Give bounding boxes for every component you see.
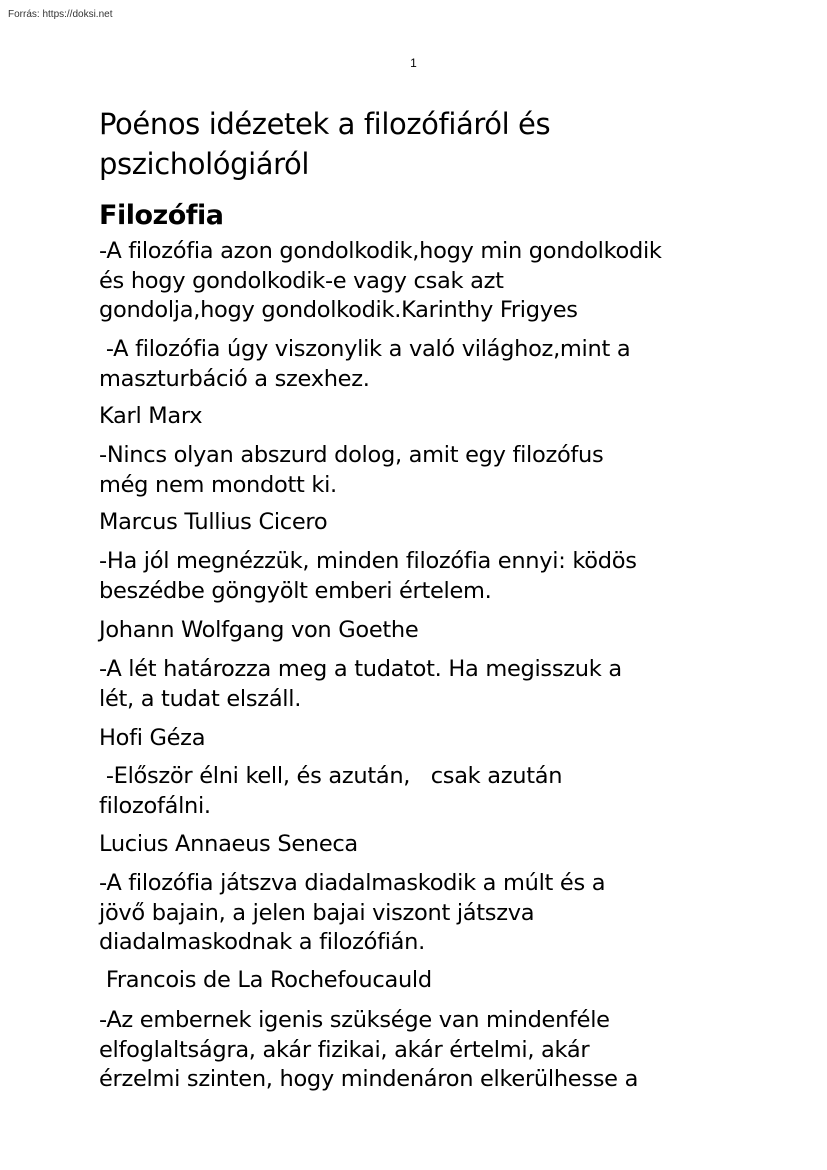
source-label: Forrás: https://doksi.net [8, 9, 113, 20]
quote-text: -Ha jól megnézzük, minden filozófia ennyi: ködös beszédbe göngyölt emberi értelem. [99, 548, 637, 604]
quote-text: -A lét határozza meg a tudatot. Ha megisszuk a lét, a tudat elszáll. [99, 656, 622, 712]
quote-author: Lucius Annaeus Seneca [99, 831, 358, 857]
quote-author: Hofi Géza [99, 725, 206, 751]
quote-author: Johann Wolfgang von Goethe [99, 617, 419, 643]
quote-text: -Először élni kell, és azután, csak azután filozofálni. [99, 763, 563, 819]
quote-author: Marcus Tullius Cicero [99, 509, 328, 535]
quote-text: -A filozófia azon gondolkodik,hogy min gondolkodik és hogy gondolkodik-e vagy csak azt gondolja,hogy gondolkodik.Karinthy Frigyes [99, 238, 662, 323]
quote-text: -Nincs olyan abszurd dolog, amit egy filozófus még nem mondott ki. [99, 442, 604, 498]
quote-author: Francois de La Rochefoucauld [99, 967, 432, 993]
quote-text: -A filozófia játszva diadalmaskodik a múlt és a jövő bajain, a jelen bajai viszont játszva diadalmaskodnak a filozófián. [99, 870, 606, 955]
section-heading: Filozófia [99, 200, 224, 231]
document-title: Poénos idézetek a filozófiáról és pszichológiáról [99, 107, 551, 181]
page-number: 1 [410, 56, 417, 70]
quote-author: Karl Marx [99, 403, 203, 429]
quote-text: -Az embernek igenis szüksége van mindenféle elfoglaltságra, akár fizikai, akár értelmi, akár érzelmi szinten, hogy mindenáron elkerülhesse a [99, 1007, 639, 1092]
quote-text: -A filozófia úgy viszonylik a való világhoz,mint a maszturbáció a szexhez. [99, 336, 631, 392]
